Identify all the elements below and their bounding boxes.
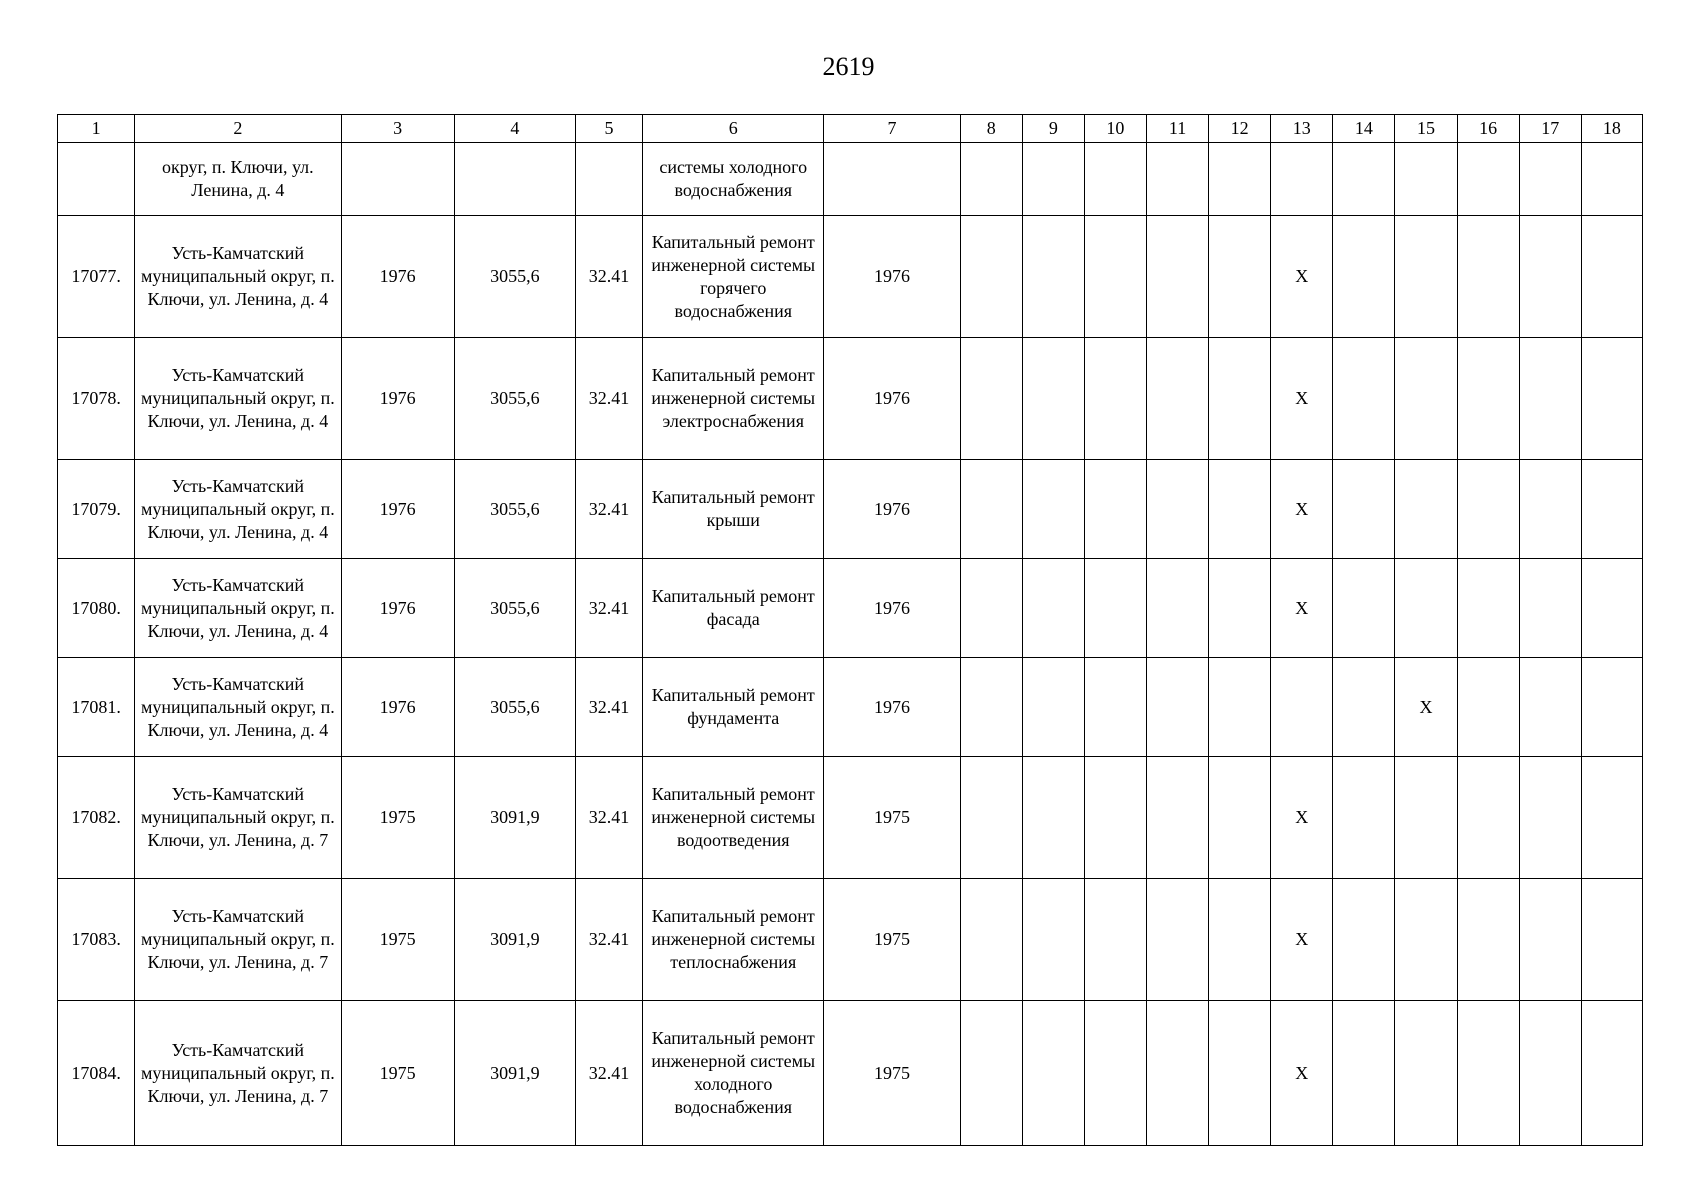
mark-cell-col-10: [1084, 757, 1146, 879]
address-cell: округ, п. Ключи, ул. Ленина, д. 4: [135, 143, 341, 216]
column-header: 14: [1333, 115, 1395, 143]
mark-cell-col-17: [1519, 1001, 1581, 1146]
mark-cell-col-16: [1457, 143, 1519, 216]
work-type-cell: системы холодного водоснабжения: [643, 143, 824, 216]
work-type-cell: Капитальный ремонт фундамента: [643, 658, 824, 757]
year-cell: 1975: [824, 879, 960, 1001]
area-cell: 3055,6: [454, 559, 575, 658]
work-type-cell: Капитальный ремонт инженерной системы теплоснабжения: [643, 879, 824, 1001]
column-header: 1: [58, 115, 135, 143]
build-year-cell: 1976: [341, 559, 454, 658]
mark-cell-col-17: [1519, 460, 1581, 559]
mark-cell-col-13: X: [1271, 338, 1333, 460]
address-cell: Усть-Камчатский муниципальный округ, п. Ключи, ул. Ленина, д. 7: [135, 757, 341, 879]
mark-cell-col-15: [1395, 143, 1457, 216]
mark-cell-col-14: [1333, 460, 1395, 559]
mark-cell-col-11: [1146, 1001, 1208, 1146]
mark-cell-col-10: [1084, 559, 1146, 658]
mark-cell-col-9: [1022, 757, 1084, 879]
mark-cell-col-12: [1209, 338, 1271, 460]
column-header: 5: [575, 115, 642, 143]
year-cell: 1976: [824, 658, 960, 757]
mark-cell-col-18: [1581, 658, 1642, 757]
mark-cell-col-9: [1022, 143, 1084, 216]
table-row: [58, 879, 1643, 1001]
area-cell: 3091,9: [454, 1001, 575, 1146]
mark-cell-col-16: [1457, 757, 1519, 879]
mark-cell-col-9: [1022, 216, 1084, 338]
code-cell: 32.41: [575, 460, 642, 559]
row-number-cell: 17077.: [58, 216, 135, 338]
mark-cell-col-13: X: [1271, 879, 1333, 1001]
build-year-cell: 1976: [341, 658, 454, 757]
mark-cell-col-8: [960, 338, 1022, 460]
mark-cell-col-11: [1146, 879, 1208, 1001]
mark-cell-col-16: [1457, 879, 1519, 1001]
mark-cell-col-11: [1146, 559, 1208, 658]
address-cell: Усть-Камчатский муниципальный округ, п. Ключи, ул. Ленина, д. 7: [135, 879, 341, 1001]
mark-cell-col-17: [1519, 658, 1581, 757]
code-cell: 32.41: [575, 658, 642, 757]
mark-cell-col-14: [1333, 216, 1395, 338]
build-year-cell: 1975: [341, 1001, 454, 1146]
mark-cell-col-15: X: [1395, 658, 1457, 757]
mark-cell-col-12: [1209, 1001, 1271, 1146]
mark-cell-col-17: [1519, 757, 1581, 879]
work-type-cell: Капитальный ремонт инженерной системы холодного водоснабжения: [643, 1001, 824, 1146]
register-table: [57, 114, 1643, 1146]
table-row: [58, 460, 1643, 559]
year-cell: 1976: [824, 559, 960, 658]
mark-cell-col-9: [1022, 559, 1084, 658]
mark-cell-col-18: [1581, 879, 1642, 1001]
build-year-cell: 1976: [341, 338, 454, 460]
mark-cell-col-10: [1084, 1001, 1146, 1146]
mark-cell-col-8: [960, 757, 1022, 879]
table-row: [58, 658, 1643, 757]
mark-cell-col-18: [1581, 559, 1642, 658]
row-number-cell: 17078.: [58, 338, 135, 460]
mark-cell-col-9: [1022, 658, 1084, 757]
address-cell: Усть-Камчатский муниципальный округ, п. Ключи, ул. Ленина, д. 4: [135, 559, 341, 658]
mark-cell-col-18: [1581, 460, 1642, 559]
column-header: 12: [1209, 115, 1271, 143]
header-row: [58, 115, 1643, 143]
row-number-cell: 17081.: [58, 658, 135, 757]
address-cell: Усть-Камчатский муниципальный округ, п. Ключи, ул. Ленина, д. 4: [135, 216, 341, 338]
address-cell: Усть-Камчатский муниципальный округ, п. Ключи, ул. Ленина, д. 4: [135, 460, 341, 559]
year-cell: 1976: [824, 460, 960, 559]
mark-cell-col-15: [1395, 1001, 1457, 1146]
row-number-cell: 17082.: [58, 757, 135, 879]
build-year-cell: 1975: [341, 879, 454, 1001]
mark-cell-col-10: [1084, 879, 1146, 1001]
column-header: 6: [643, 115, 824, 143]
area-cell: 3055,6: [454, 460, 575, 559]
table-row: [58, 216, 1643, 338]
address-cell: Усть-Камчатский муниципальный округ, п. Ключи, ул. Ленина, д. 4: [135, 658, 341, 757]
table-row: [58, 1001, 1643, 1146]
code-cell: 32.41: [575, 1001, 642, 1146]
mark-cell-col-15: [1395, 559, 1457, 658]
mark-cell-col-14: [1333, 1001, 1395, 1146]
page-number: 2619: [822, 52, 875, 81]
mark-cell-col-15: [1395, 338, 1457, 460]
mark-cell-col-13: X: [1271, 757, 1333, 879]
mark-cell-col-11: [1146, 757, 1208, 879]
mark-cell-col-16: [1457, 559, 1519, 658]
mark-cell-col-13: X: [1271, 216, 1333, 338]
column-header: 11: [1146, 115, 1208, 143]
row-number-cell: 17080.: [58, 559, 135, 658]
mark-cell-col-13: X: [1271, 1001, 1333, 1146]
mark-cell-col-12: [1209, 757, 1271, 879]
code-cell: 32.41: [575, 338, 642, 460]
mark-cell-col-8: [960, 1001, 1022, 1146]
mark-cell-col-13: X: [1271, 460, 1333, 559]
column-header: 2: [135, 115, 341, 143]
mark-cell-col-14: [1333, 658, 1395, 757]
code-cell: 32.41: [575, 216, 642, 338]
mark-cell-col-17: [1519, 216, 1581, 338]
mark-cell-col-14: [1333, 757, 1395, 879]
column-header: 8: [960, 115, 1022, 143]
table-body: [58, 143, 1643, 1146]
mark-cell-col-17: [1519, 559, 1581, 658]
row-number-cell: [58, 143, 135, 216]
mark-cell-col-11: [1146, 143, 1208, 216]
mark-cell-col-11: [1146, 216, 1208, 338]
code-cell: 32.41: [575, 879, 642, 1001]
area-cell: [454, 143, 575, 216]
mark-cell-col-9: [1022, 879, 1084, 1001]
build-year-cell: [341, 143, 454, 216]
mark-cell-col-11: [1146, 658, 1208, 757]
year-cell: 1975: [824, 757, 960, 879]
mark-cell-col-14: [1333, 338, 1395, 460]
mark-cell-col-15: [1395, 216, 1457, 338]
mark-cell-col-16: [1457, 1001, 1519, 1146]
mark-cell-col-13: [1271, 143, 1333, 216]
mark-cell-col-11: [1146, 338, 1208, 460]
area-cell: 3055,6: [454, 338, 575, 460]
mark-cell-col-8: [960, 879, 1022, 1001]
work-type-cell: Капитальный ремонт фасада: [643, 559, 824, 658]
work-type-cell: Капитальный ремонт инженерной системы горячего водоснабжения: [643, 216, 824, 338]
mark-cell-col-14: [1333, 879, 1395, 1001]
column-header: 16: [1457, 115, 1519, 143]
year-cell: 1975: [824, 1001, 960, 1146]
mark-cell-col-11: [1146, 460, 1208, 559]
work-type-cell: Капитальный ремонт инженерной системы электроснабжения: [643, 338, 824, 460]
mark-cell-col-8: [960, 658, 1022, 757]
code-cell: 32.41: [575, 559, 642, 658]
mark-cell-col-8: [960, 460, 1022, 559]
area-cell: 3091,9: [454, 879, 575, 1001]
column-header: 9: [1022, 115, 1084, 143]
work-type-cell: Капитальный ремонт инженерной системы водоотведения: [643, 757, 824, 879]
mark-cell-col-17: [1519, 143, 1581, 216]
mark-cell-col-10: [1084, 658, 1146, 757]
mark-cell-col-16: [1457, 216, 1519, 338]
mark-cell-col-12: [1209, 216, 1271, 338]
mark-cell-col-12: [1209, 879, 1271, 1001]
row-number-cell: 17084.: [58, 1001, 135, 1146]
mark-cell-col-16: [1457, 460, 1519, 559]
table-row: [58, 559, 1643, 658]
mark-cell-col-9: [1022, 460, 1084, 559]
year-cell: 1976: [824, 338, 960, 460]
build-year-cell: 1976: [341, 216, 454, 338]
table-row: [58, 757, 1643, 879]
mark-cell-col-15: [1395, 460, 1457, 559]
mark-cell-col-8: [960, 143, 1022, 216]
work-type-cell: Капитальный ремонт крыши: [643, 460, 824, 559]
area-cell: 3055,6: [454, 658, 575, 757]
mark-cell-col-10: [1084, 460, 1146, 559]
column-header: 15: [1395, 115, 1457, 143]
code-cell: [575, 143, 642, 216]
mark-cell-col-18: [1581, 143, 1642, 216]
mark-cell-col-13: [1271, 658, 1333, 757]
mark-cell-col-18: [1581, 216, 1642, 338]
column-header: 7: [824, 115, 960, 143]
address-cell: Усть-Камчатский муниципальный округ, п. Ключи, ул. Ленина, д. 4: [135, 338, 341, 460]
row-number-cell: 17079.: [58, 460, 135, 559]
mark-cell-col-14: [1333, 143, 1395, 216]
address-cell: Усть-Камчатский муниципальный округ, п. Ключи, ул. Ленина, д. 7: [135, 1001, 341, 1146]
build-year-cell: 1976: [341, 460, 454, 559]
mark-cell-col-15: [1395, 757, 1457, 879]
column-header: 18: [1581, 115, 1642, 143]
mark-cell-col-12: [1209, 143, 1271, 216]
mark-cell-col-17: [1519, 879, 1581, 1001]
mark-cell-col-15: [1395, 879, 1457, 1001]
column-header: 3: [341, 115, 454, 143]
code-cell: 32.41: [575, 757, 642, 879]
table-row: [58, 143, 1643, 216]
mark-cell-col-10: [1084, 338, 1146, 460]
year-cell: 1976: [824, 216, 960, 338]
build-year-cell: 1975: [341, 757, 454, 879]
mark-cell-col-8: [960, 559, 1022, 658]
row-number-cell: 17083.: [58, 879, 135, 1001]
mark-cell-col-18: [1581, 1001, 1642, 1146]
area-cell: 3091,9: [454, 757, 575, 879]
table-row: [58, 338, 1643, 460]
mark-cell-col-18: [1581, 338, 1642, 460]
column-header: 13: [1271, 115, 1333, 143]
mark-cell-col-8: [960, 216, 1022, 338]
column-header: 17: [1519, 115, 1581, 143]
mark-cell-col-12: [1209, 658, 1271, 757]
mark-cell-col-12: [1209, 460, 1271, 559]
mark-cell-col-17: [1519, 338, 1581, 460]
mark-cell-col-16: [1457, 338, 1519, 460]
column-header: 10: [1084, 115, 1146, 143]
mark-cell-col-10: [1084, 216, 1146, 338]
column-header: 4: [454, 115, 575, 143]
year-cell: [824, 143, 960, 216]
mark-cell-col-18: [1581, 757, 1642, 879]
mark-cell-col-13: X: [1271, 559, 1333, 658]
mark-cell-col-10: [1084, 143, 1146, 216]
mark-cell-col-12: [1209, 559, 1271, 658]
area-cell: 3055,6: [454, 216, 575, 338]
mark-cell-col-9: [1022, 1001, 1084, 1146]
mark-cell-col-14: [1333, 559, 1395, 658]
mark-cell-col-16: [1457, 658, 1519, 757]
mark-cell-col-9: [1022, 338, 1084, 460]
